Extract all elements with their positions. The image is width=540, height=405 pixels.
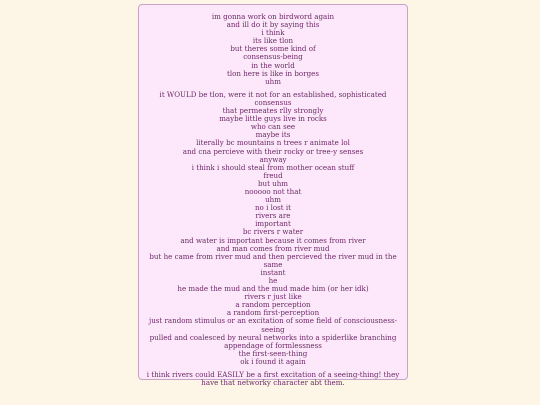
post-line: that permeates rlly strongly bbox=[222, 106, 324, 116]
post-line: its like tlon bbox=[252, 36, 294, 46]
post-line: the first-seen-thing bbox=[238, 348, 308, 358]
post-line: maybe its bbox=[255, 130, 291, 140]
post-line: just random stimulus or an excitation of some field of consciousness- bbox=[149, 316, 397, 326]
post-line: but uhm bbox=[257, 178, 289, 188]
post-card bbox=[138, 4, 408, 388]
post-line: but he came from river mud and then percieved the river mud in the same bbox=[149, 251, 397, 269]
post-line: seeing bbox=[261, 324, 285, 334]
post-line: i think i should steal from mother ocean stuff bbox=[191, 162, 355, 172]
post-line: i think bbox=[261, 28, 285, 38]
post-line: im gonna work on birdword again bbox=[211, 12, 335, 21]
post-line: but theres some kind of bbox=[230, 44, 316, 54]
post-line: a random perception bbox=[235, 300, 311, 310]
post-line: who can see bbox=[250, 122, 296, 132]
post-line: nooooo not that bbox=[244, 186, 302, 196]
post-line: rivers r just like bbox=[244, 292, 302, 302]
post-line: tlon here is like in borges bbox=[227, 68, 319, 78]
post-paragraph-1 bbox=[145, 13, 401, 86]
post-line: bc rivers r water bbox=[242, 227, 304, 237]
post-line: rivers are bbox=[255, 211, 291, 221]
post-line: appendage of formlessness bbox=[224, 340, 322, 350]
post-line: and ill do it by saying this bbox=[226, 20, 320, 30]
post-line: and cna percieve with their rocky or tree-y senses bbox=[182, 146, 364, 156]
post-line: important bbox=[255, 219, 291, 229]
post-line: maybe little guys live in rocks bbox=[219, 114, 327, 124]
post-paragraph-2 bbox=[145, 91, 401, 366]
post-line: freud bbox=[263, 170, 283, 180]
post-line: he made the mud and the mud made him (or her idk) bbox=[177, 284, 369, 294]
post-line: a random first-perception bbox=[226, 308, 320, 318]
post-line: he bbox=[268, 276, 278, 285]
post-line: it WOULD be tlon, were it not for an established, sophisticated consensus bbox=[159, 89, 387, 107]
post-line: have that networky character abt them. bbox=[201, 378, 345, 388]
post-line: pulled and coalesced by neural networks into a spiderlike branching bbox=[149, 332, 397, 342]
post-paragraph-3 bbox=[145, 371, 401, 387]
post-line: literally bc mountains n trees r animate lol bbox=[196, 138, 350, 148]
post-line: consensus-being bbox=[243, 52, 303, 62]
post-line: i think rivers could EASILY be a first excitation of a seeing-thing! they bbox=[146, 370, 400, 380]
post-line: uhm bbox=[265, 195, 281, 205]
post-line: in the world bbox=[251, 60, 295, 70]
post-line: no i lost it bbox=[254, 203, 292, 213]
post-line: anyway bbox=[259, 154, 287, 164]
post-line: and man comes from river mud bbox=[216, 243, 330, 253]
post-line: and water is important because it comes from river bbox=[180, 235, 366, 245]
post-line: instant bbox=[260, 267, 286, 277]
post-line: uhm bbox=[265, 76, 281, 86]
post-line: ok i found it again bbox=[240, 356, 306, 366]
